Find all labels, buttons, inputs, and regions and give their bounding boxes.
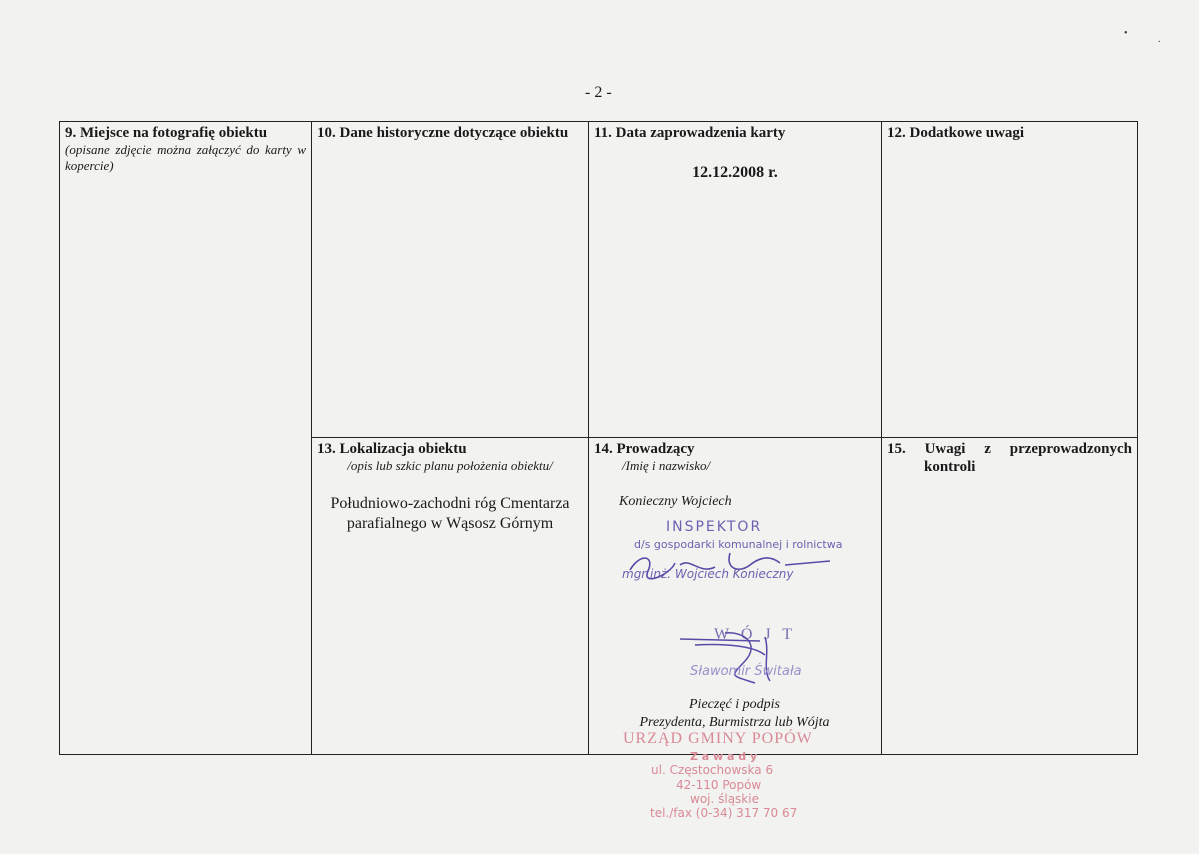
signature-caption	[612, 696, 857, 732]
inspector-stamp-title: INSPEKTOR	[666, 519, 763, 535]
inspector-stamp-department: d/s gospodarki komunalnej i rolnictwa	[634, 538, 843, 551]
scan-speck: .	[1158, 34, 1161, 45]
cell-location-title: 13. Lokalizacja obiektu	[317, 441, 467, 457]
card-date-value: 12.12.2008 r.	[692, 164, 778, 181]
record-card-table	[59, 121, 1138, 755]
office-stamp-place: Z a w a d y	[690, 750, 758, 763]
cell-keeper-note: /Imię i nazwisko/	[622, 458, 711, 473]
keeper-name: Konieczny Wojciech	[619, 494, 732, 509]
signature-caption-line2: Prezydenta, Burmistrza lub Wójta	[639, 715, 830, 730]
inspector-stamp-name: mgr inż. Wojciech Konieczny	[622, 567, 794, 581]
cell-photo-place-title: 9. Miejsce na fotografię obiektu	[65, 125, 268, 141]
cell-inspection-notes	[882, 438, 1137, 754]
location-description: Południowo-zachodni róg Cmentarza parafialnego w Wąsosz Górnym	[330, 495, 570, 532]
cell-historical-data-title: 10. Dane historyczne dotyczące obiektu	[317, 125, 569, 141]
wojt-stamp-name: Sławomir Świtała	[690, 664, 802, 679]
cell-location	[312, 438, 588, 754]
office-stamp-phone: tel./fax (0-34) 317 70 67	[650, 806, 798, 820]
cell-location-note: /opis lub szkic planu położenia obiektu/	[347, 458, 553, 473]
office-stamp-postal: 42-110 Popów	[676, 778, 762, 792]
signature-caption-line1: Pieczęć i podpis	[689, 697, 780, 712]
cell-photo-place	[60, 122, 311, 754]
office-stamp-street: ul. Częstochowska 6	[651, 763, 774, 777]
cell-additional-notes	[882, 122, 1137, 437]
office-stamp-name: URZĄD GMINY POPÓW	[623, 730, 813, 747]
cell-inspection-notes-title: 15. Uwagi z przeprowadzonych	[887, 441, 1132, 457]
scan-speck: •	[1124, 28, 1128, 39]
cell-inspection-notes-title-cont: kontroli	[924, 459, 976, 475]
cell-photo-place-note: (opisane zdjęcie można załączyć do karty w kopercie)	[65, 142, 306, 173]
cell-card-date	[589, 122, 881, 437]
cell-historical-data	[312, 122, 588, 437]
cell-card-date-title: 11. Data zaprowadzenia karty	[594, 125, 786, 141]
cell-additional-notes-title: 12. Dodatkowe uwagi	[887, 125, 1025, 141]
cell-keeper-title: 14. Prowadzący	[594, 441, 695, 457]
page-number: - 2 -	[585, 84, 612, 101]
wojt-stamp-title: W Ó J T	[714, 626, 797, 643]
office-stamp-region: woj. śląskie	[690, 792, 759, 806]
